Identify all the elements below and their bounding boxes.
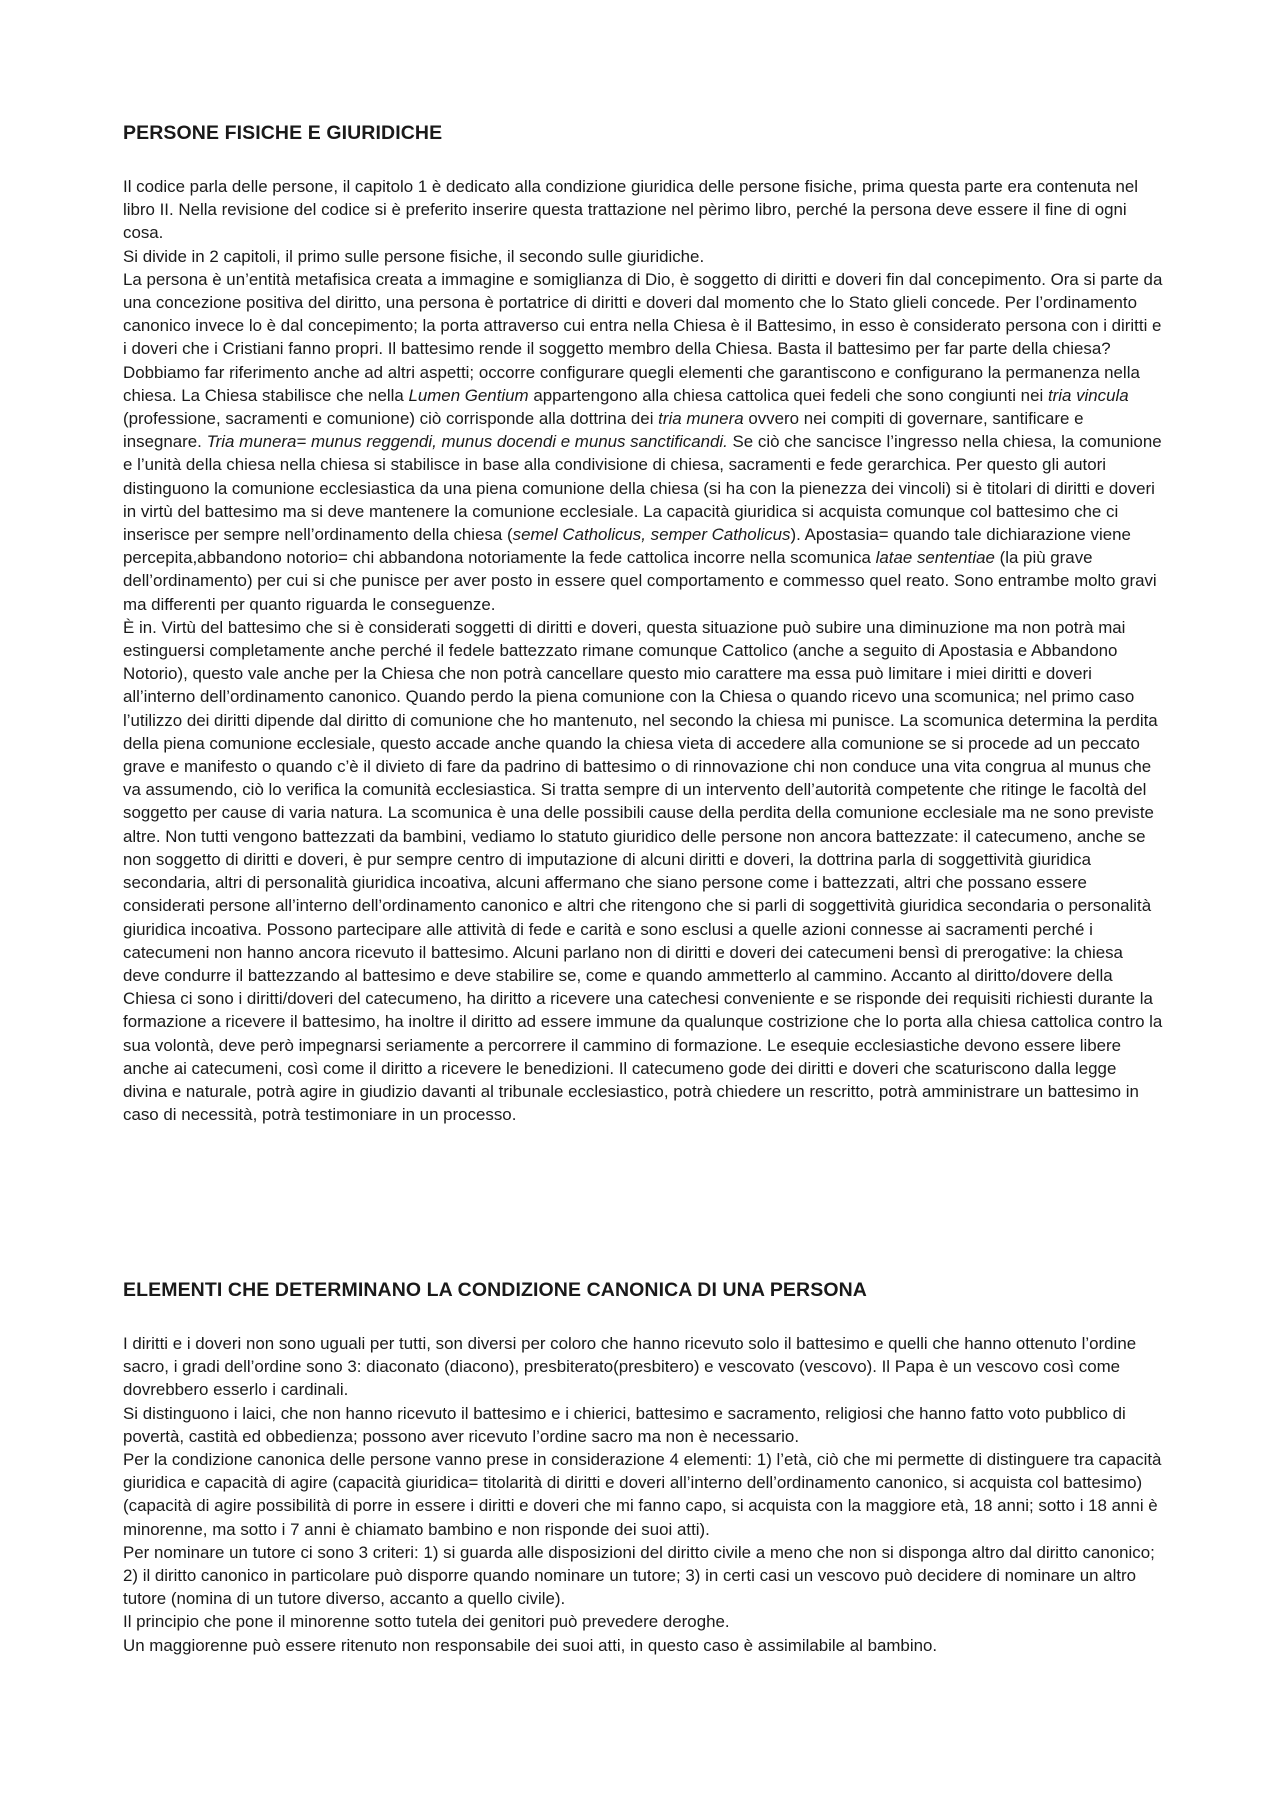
paragraph: La persona è un’entità metafisica creata a immagine e somiglianza di Dio, è soggetto di diritti e doveri fin dal concepimento. Ora si parte da una concezione positiva del diritto, una persona è portatrice di diritti e doveri dal momento che lo Stato glieli concede. Per l’ordinamento canonico invece lo è dal concepimento; la porta attraverso cui entra nella Chiesa è il Battesimo, in esso è considerato persona con i diritti e i doveri che i Cristiani fanno propri. Il battesimo rende il soggetto membro della Chiesa. Basta il battesimo per far parte della chiesa? Dobbiamo far riferimento anche ad altri aspetti; occorre configurare quegli elementi che garantiscono e configurano la permanenza nella chiesa. La Chiesa stabilisce che nella Lumen Gentium appartengono alla chiesa cattolica quei fedeli che sono congiunti nei tria vincula (professione, sacramenti e comunione) ciò corrisponde alla dottrina dei tria munera ovvero nei compiti di governare, santificare e insegnare. Tria munera= munus reggendi, munus docendi e munus sanctificandi. Se ciò che sancisce l’ingresso nella chiesa, la comunione e l’unità della chiesa nella chiesa si stabilisce in base alla condivisione di chiesa, sacramenti e fede gerarchica. Per questo gli autori distinguono la comunione ecclesiastica da una piena comunione della chiesa (si ha con la pienezza dei vincoli) si è titolari di diritti e doveri in virtù del battesimo ma si deve mantenere la comunione ecclesiale. La capacità giuridica si acquista comunque col battesimo che ci inserisce per sempre nell’ordinamento della chiesa (semel Catholicus, semper Catholicus). Apostasia= quando tale dichiarazione viene percepita,abbandono notorio= chi abbandona notoriamente la fede cattolica incorre nella scomunica latae sententiae (la più grave dell’ordinamento) per cui si che punisce per aver posto in essere quel comportamento e commesso quel reato. Sono entrambe molto gravi ma differenti per quanto riguarda le conseguenze. [123,269,1163,614]
italic-term: latae sententiae [875,548,995,568]
italic-term: tria vincula [1047,385,1129,405]
paragraph: I diritti e i doveri non sono uguali per tutti, son diversi per coloro che hanno ricevuto solo il battesimo e quelli che hanno ottenuto l’ordine sacro, i gradi dell’ordine sono 3: diaconato (diacono), presbiterato(presbitero) e vescovato (vescovo). Il Papa è un vescovo così come dovrebbero esserlo i cardinali. [123,1334,1137,1400]
italic-term: Lumen Gentium [408,385,529,405]
italic-term: semel Catholicus, semper Catholicus [512,525,791,545]
paragraph: Il principio che pone il minorenne sotto tutela dei genitori può prevedere deroghe. [123,1612,730,1632]
paragraph: È in. Virtù del battesimo che si è considerati soggetti di diritti e doveri, questa situazione può subire una diminuzione ma non potrà mai estinguersi completamente anche perché il fedele battezzato rimane comunque Cattolico (anche a seguito di Apostasia e Abbandono Notorio), questo vale anche per la Chiesa che non potrà cancellare questo mio carattere ma essa può limitare i miei diritti e doveri all’interno dell’ordinamento canonico. Quando perdo la piena comunione con la Chiesa o quando ricevo una scomunica; nel primo caso l’utilizzo dei diritti dipende dal diritto di comunione che ho mantenuto, nel secondo la chiesa mi punisce. La scomunica determina la perdita della piena comunione ecclesiale, questo accade anche quando la chiesa vieta di accedere alla comunione se si procede ad un peccato grave e manifesto o quando c’è il divieto di fare da padrino di battesimo o di rinnovazione chi non conduce una vita congrua al munus che va assumendo, ciò lo verifica la comunità ecclesiastica. Si tratta sempre di un intervento dell’autorità competente che ritinge le facoltà del soggetto per cause di varia natura. La scomunica è una delle possibili cause della perdita della comunione ecclesiale ma ne sono previste altre. Non tutti vengono battezzati da bambini, vediamo lo statuto giuridico delle persone non ancora battezzate: il catecumeno, anche se non soggetto di diritti e doveri, è pur sempre centro di imputazione di alcuni diritti e doveri, la dottrina parla di soggettività giuridica secondaria, altri di personalità giuridica incoativa, alcuni affermano che siano persone come i battezzati, altri che possano essere considerati persone all’interno dell’ordinamento canonico e altri che ritengono che si parli di soggettività giuridica secondaria o personalità giuridica incoativa. Possono partecipare alle attività di fede e carità e sono esclusi a quelle azioni connesse ai sacramenti perché i catecumeni non hanno ancora ricevuto il battesimo. Alcuni parlano non di diritti e doveri dei catecumeni bensì di prerogative: la chiesa deve condurre il battezzando al battesimo e deve stabilire se, come e quando ammetterlo al cammino. Accanto al diritto/dovere della Chiesa ci sono i diritti/doveri del catecumeno, ha diritto a ricevere una catechesi conveniente e se risponde dei requisiti richiesti durante la formazione a ricevere il battesimo, ha inoltre il diritto ad essere immune da qualunque costrizione che lo porta alla chiesa cattolica contro la sua volontà, deve però impegnarsi seriamente a percorrere il cammino di formazione. Le esequie ecclesiastiche devono essere libere anche ai catecumeni, così come il diritto a ricevere le benedizioni. Il catecumeno gode dei diritti e doveri che scaturiscono dalla legge divina e naturale, potrà agire in giudizio davanti al tribunale ecclesiastico, potrà chiedere un rescritto, potrà amministrare un battesimo in caso di necessità, potrà testimoniare in un processo. [123,617,1163,1125]
paragraph: Per nominare un tutore ci sono 3 criteri: 1) si guarda alle disposizioni del diritto civile a meno che non si disponga altro dal diritto canonico; 2) il diritto canonico in particolare può disporre quando nominare un tutore; 3) in certi casi un vescovo può decidere di nominare un altro tutore (nomina di un tutore diverso, accanto a quello civile). [123,1542,1155,1609]
paragraph: Per la condizione canonica delle persone vanno prese in considerazione 4 elementi: 1) l’età, ciò che mi permette di distinguere tra capacità giuridica e capacità di agire (capacità giuridica= titolarità di diritti e doveri all’interno dell’ordinamento canonico, si acquista col battesimo) (capacità di agire possibilità di porre in essere i diritti e doveri che mi fanno capo, si acquista con la maggiore età, 18 anni; sotto i 18 anni è minorenne, ma sotto i 7 anni è chiamato bambino e non risponde dei suoi atti). [123,1450,1162,1539]
section-title-elementi: ELEMENTI CHE DETERMINANO LA CONDIZIONE CANONICA DI UNA PERSONA [123,1279,867,1301]
section-body-persone [123,175,1163,1126]
section-body-elementi [123,1332,1163,1657]
paragraph: Si divide in 2 capitoli, il primo sulle persone fisiche, il secondo sulle giuridiche. [123,246,705,266]
section-title-persone: PERSONE FISICHE E GIURIDICHE [123,122,443,144]
paragraph: Si distinguono i laici, che non hanno ricevuto il battesimo e i chierici, battesimo e sacramento, religiosi che hanno fatto voto pubblico di povertà, castità ed obbedienza; possono aver ricevuto l’ordine sacro ma non è necessario. [123,1403,1126,1446]
paragraph: Un maggiorenne può essere ritenuto non responsabile dei suoi atti, in questo caso è assimilabile al bambino. [123,1635,938,1655]
italic-term: tria munera [658,409,744,429]
italic-term: Tria munera= munus reggendi, munus docendi e munus sanctificandi. [206,432,728,452]
paragraph: Il codice parla delle persone, il capitolo 1 è dedicato alla condizione giuridica delle persone fisiche, prima questa parte era contenuta nel libro II. Nella revisione del codice si è preferito inserire questa trattazione nel pèrimo libro, perché la persona deve essere il fine di ogni cosa. [123,177,1139,243]
